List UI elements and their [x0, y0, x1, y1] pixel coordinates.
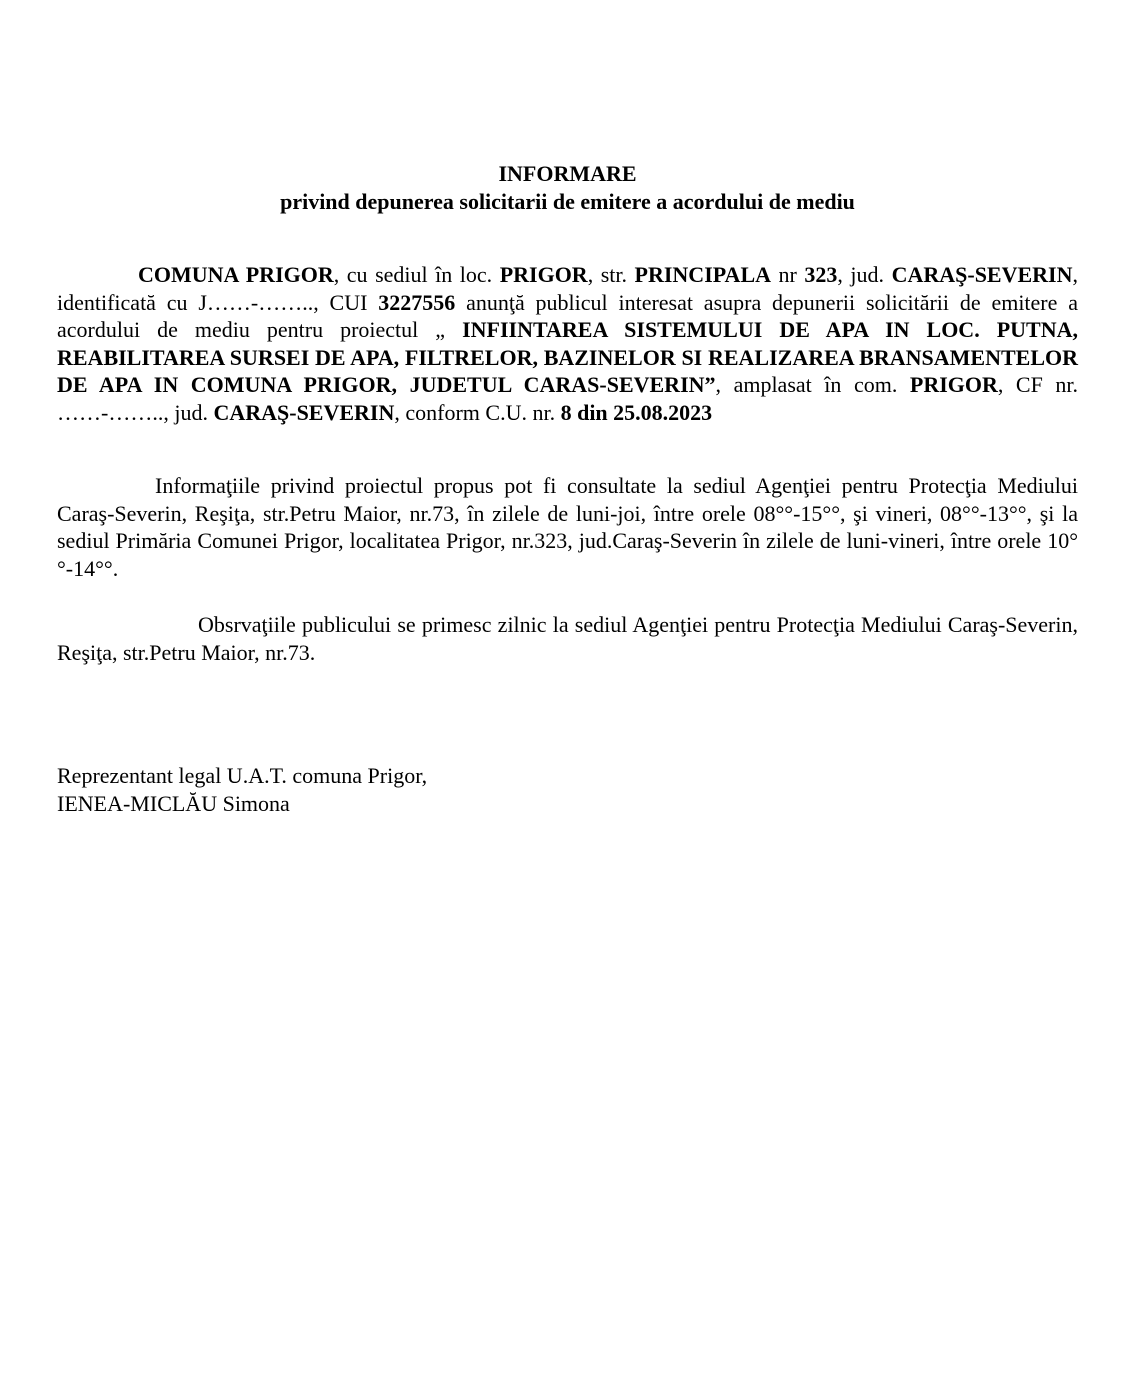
signature-block	[57, 762, 1078, 817]
paragraph-consultation-info: Informaţiile privind proiectul propus pot fi consultate la sediul Agenţiei pentru Protecţia Mediului Caraş-Severin, Reşiţa, str.Petru Maior, nr.73, în zilele de luni-joi, între orele 08°°-15°°, şi vineri, 08°°-13°°, şi la sediul Primăria Comunei Prigor, localitatea Prigor, nr.323, jud.Caraş-Severin în zilele de luni-vineri, între orele 10°°-14°°.	[57, 473, 1078, 581]
paragraph-observations: Obsrvaţiile publicului se primesc zilnic la sediul Agenţiei pentru Protecţia Mediului Caraş-Severin, Reşiţa, str.Petru Maior, nr.73.	[57, 612, 1078, 665]
signature-name: IENEA-MICLĂU Simona	[57, 790, 290, 816]
document-subtitle: privind depunerea solicitarii de emitere a acordului de mediu	[280, 188, 855, 214]
document-header	[57, 160, 1078, 215]
signature-role: Reprezentant legal U.A.T. comuna Prigor,	[57, 763, 428, 788]
document-title: INFORMARE	[498, 161, 637, 186]
paragraph-announcement: COMUNA PRIGOR, cu sediul în loc. PRIGOR, str. PRINCIPALA nr 323, jud. CARAŞ-SEVERIN, identificată cu J……-…….., CUI 3227556 anunţă publicul interesat asupra depunerii solicitării de emitere a acordului de mediu pentru proiectul „ INFIINTAREA SISTEMULUI DE APA IN LOC. PUTNA, REABILITAREA SURSEI DE APA, FILTRELOR, BAZINELOR SI REALIZAREA BRANSAMENTELOR DE APA IN COMUNA PRIGOR, JUDETUL CARAS-SEVERIN”, amplasat în com. PRIGOR, CF nr. ……-…….., jud. CARAŞ-SEVERIN, conform C.U. nr. 8 din 25.08.2023	[57, 262, 1078, 425]
